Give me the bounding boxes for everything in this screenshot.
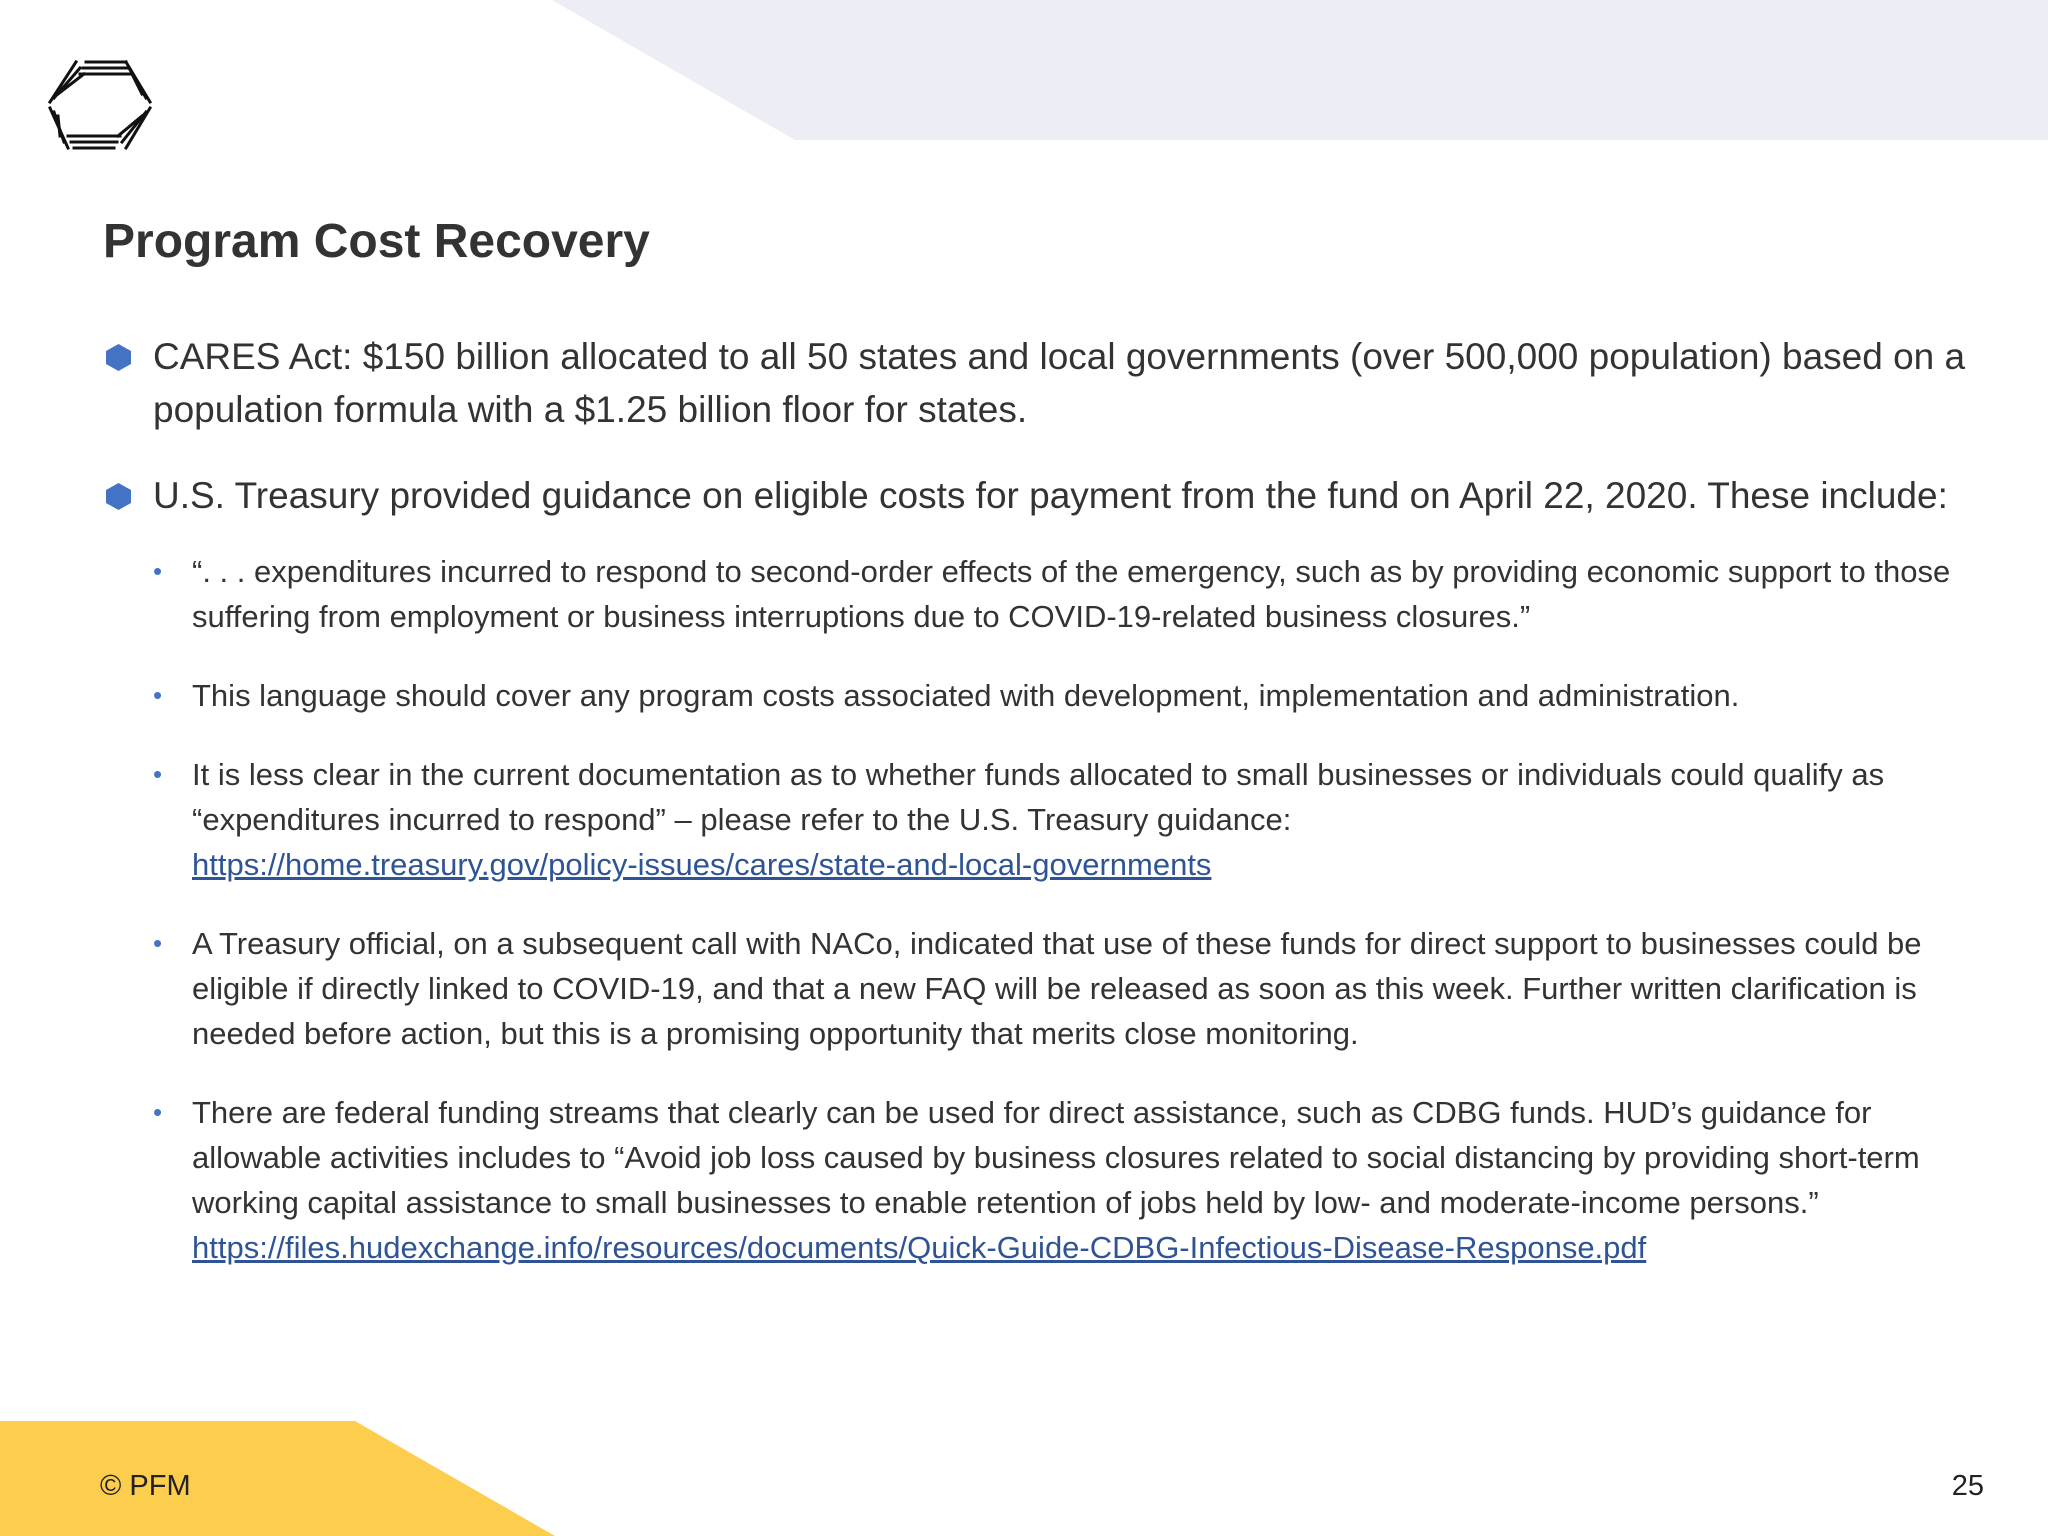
sub-bullet-second-order-effects: [103, 549, 1983, 639]
sub-bullet-naco-call: [103, 921, 1983, 1056]
hexagon-bullet-icon: [106, 483, 131, 510]
copyright-footer: © PFM: [100, 1470, 191, 1502]
hexagon-bullet-icon: [106, 344, 131, 371]
dot-bullet-icon: •: [153, 680, 163, 710]
sub-bullet-text: There are federal funding streams that clearly can be used for direct assistance, such as CDBG funds. HUD’s guidance for allowable activities includes to “Avoid job loss caused by business closures related to social distancing by providing short-term working capital assistance to small businesses to enable retention of jobs held by low- and moderate-income persons.”: [192, 1095, 1920, 1220]
sub-bullet-text: “. . . expenditures incurred to respond to second-order effects of the emergency, such as by providing economic support to those suffering from employment or business interruptions due to COVID-19-related business closures.”: [192, 554, 1951, 634]
dot-bullet-icon: •: [153, 928, 163, 958]
top-decorative-band: [0, 0, 2048, 140]
sub-bullet-text: This language should cover any program costs associated with development, implementation and administration.: [192, 678, 1740, 713]
treasury-guidance-link[interactable]: https://home.treasury.gov/policy-issues/cares/state-and-local-governments: [192, 847, 1212, 882]
sub-bullet-list: [103, 549, 1983, 1270]
sub-bullet-program-costs: [103, 673, 1983, 718]
dot-bullet-icon: •: [153, 759, 163, 789]
sub-bullet-less-clear: [103, 752, 1983, 887]
bullet-treasury-guidance: [103, 469, 1983, 522]
slide-title: Program Cost Recovery: [103, 215, 650, 268]
sub-bullet-text: A Treasury official, on a subsequent call with NACo, indicated that use of these funds for direct support to businesses could be eligible if directly linked to COVID-19, and that a new FAQ will be released as soon as this week. Further written clarification is needed before action, but this is a promising opportunity that merits close monitoring.: [192, 926, 1922, 1051]
dot-bullet-icon: •: [153, 1097, 163, 1127]
pfm-logo-icon: [46, 56, 154, 154]
hud-cdbg-guide-link[interactable]: https://files.hudexchange.info/resources/documents/Quick-Guide-CDBG-Infectious-Disease-Response.pdf: [192, 1230, 1647, 1265]
dot-bullet-icon: •: [153, 556, 163, 586]
page-number: 25: [1951, 1470, 1984, 1502]
bullet-cares-act: [103, 330, 1983, 436]
bottom-decorative-band: [0, 1421, 600, 1536]
bullet-text: CARES Act: $150 billion allocated to all 50 states and local governments (over 500,000 population) based on a population formula with a $1.25 billion floor for states.: [153, 336, 1966, 430]
sub-bullet-text: It is less clear in the current documentation as to whether funds allocated to small businesses or individuals could qualify as “expenditures incurred to respond” – please refer to the U.S. Treasury guidance:: [192, 757, 1885, 837]
slide-body: [103, 330, 1983, 1304]
bullet-text: U.S. Treasury provided guidance on eligible costs for payment from the fund on April 22, 2020. These include:: [153, 475, 1948, 516]
sub-bullet-federal-funding: [103, 1090, 1983, 1270]
